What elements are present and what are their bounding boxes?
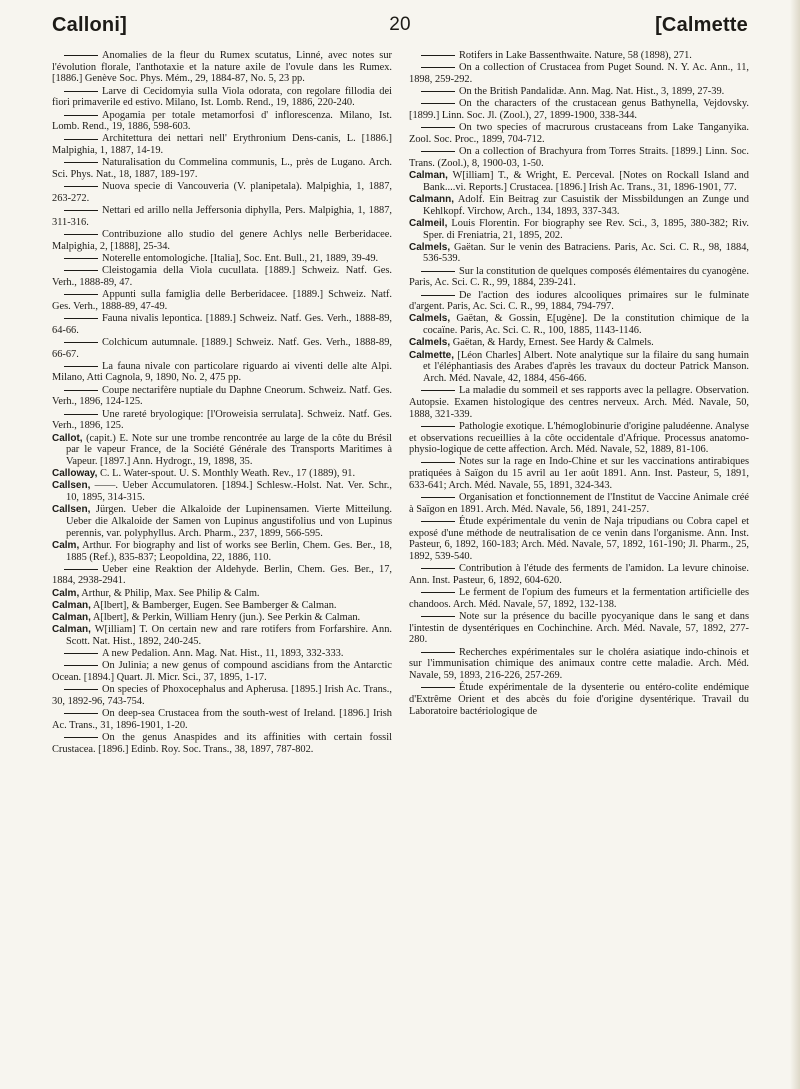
ditto-dash (421, 127, 455, 128)
entry-text: Sur la constitution de quelques composés élémentaires du cyanogène. Paris, Ac. Sci. C. R., 99, 1884, 239-241. (409, 265, 749, 289)
bibliography-entry (52, 289, 392, 312)
bibliography-entry (52, 504, 392, 539)
ditto-dash (64, 115, 98, 116)
author-name: Calmels, (409, 337, 451, 349)
entry-text: Anomalies de la fleur du Rumex scutatus, Linné, avec notes sur l'évolution florale, l'anthotaxie et la nature axile de l'ovule dans les Rumex. [1886.] Genève Soc. Phys. Mém., 29, 1884-87, No. 5, 23 pp. (52, 50, 392, 85)
ditto-dash (421, 390, 455, 391)
ditto-dash (64, 689, 98, 690)
entry-text: Cleistogamia della Viola cucullata. [1889.] Schweiz. Natf. Ges. Verh., 1888-89, 47. (52, 265, 392, 288)
ditto-dash (64, 713, 98, 714)
bibliography-entry (52, 612, 392, 624)
bibliography-entry (409, 122, 749, 145)
author-name: Calmann, (409, 193, 455, 205)
running-head-right: [Calmette (655, 14, 748, 36)
bibliography-entry (409, 62, 749, 85)
ditto-dash (64, 91, 98, 92)
bibliography-entry (52, 86, 392, 109)
ditto-dash (64, 210, 98, 211)
entry-text: Contribuzione allo studio del genere Achlys nelle Berberidaceе. Malpighia, 2, [1888], 25-34. (52, 229, 392, 252)
bibliography-entry (52, 337, 392, 360)
entry-text: La fauna nivale con particolare riguardo ai viventi delle alte Alpi. Milano, Atti Cagnola, 9, 1890, No. 2, 475 pp. (52, 360, 392, 384)
bibliography-entry (409, 146, 749, 169)
author-name: Calman, (52, 599, 91, 611)
entry-text: A[lbert], & Bamberger, Eugen. See Bamberger & Calman. (90, 599, 337, 611)
bibliography-entry (52, 313, 392, 336)
entry-text: Larve di Cecidomyia sulla Viola odorata, con regolare fillodia dei fiori primaverile ed estivo. Milano, Ist. Lomb. Rend., 19, 1886, 220-240. (52, 85, 392, 109)
entry-text: Étude expérimentale du venin de Naja tripudians ou Cobra capel et exposé d'une méthode de neutralisation de ce venin dans l'organisme. Ann. Inst. Pasteur, 6, 1892, 160-183; Arch. Méd. Navale, 57, 1892, 161-190; Jl. Pharm., 25, 1892, 539-540. (409, 515, 749, 563)
ditto-dash (421, 91, 455, 92)
ditto-dash (64, 234, 98, 235)
entry-text: W[illiam] T., & Wright, E. Perceval. [Notes on Rockall Island and Bank....vi. Reports.] Crustacea. [1896.] Irish Ac. Trans., 31, 1896-1901, 77. (423, 170, 749, 193)
author-name: Calmels, (409, 241, 451, 253)
entry-text: Noterelle entomologiche. [Italia], Soc. Ent. Bull., 21, 1889, 39-49. (102, 252, 379, 264)
bibliography-entry (409, 194, 749, 217)
entry-text: [Léon Charles] Albert. Note analytique sur la filaire du sang humain et l'éléphantiasis des Arabes d'après les travaux du docteur Patrick Manson. Arch. Méd. Navale, 42, 1884, 456-466. (423, 349, 749, 384)
entry-text: Organisation et fonctionnement de l'Institut de Vaccine Animale créé à Saïgon en 1891. Arch. Méd. Navale, 56, 1891, 241-257. (409, 492, 749, 515)
entry-text: C. L. Water-spout. U. S. Monthly Weath. Rev., 17 (1889), 91. (97, 468, 356, 480)
ditto-dash (421, 568, 455, 569)
ditto-dash (64, 258, 98, 259)
entry-text: La maladie du sommeil et ses rapports avec la pellagre. Observation. Autopsie. Examen histologique des centres nerveux. Arch. Méd. Navale, 50, 1888, 321-339. (409, 385, 749, 420)
bibliography-entry (52, 265, 392, 288)
entry-text: Arthur, & Philip, Max. See Philip & Calm. (79, 587, 260, 599)
bibliography-entry (52, 133, 392, 156)
bibliography-entry (409, 516, 749, 563)
entry-text: Louis Florentin. For biography see Rev. Sci., 3, 1895, 380-382; Riv. Sper. di Freniatria, 21, 1895, 202. (423, 217, 749, 241)
ditto-dash (421, 271, 455, 272)
bibliography-entry (52, 624, 392, 647)
entry-text: Notes sur la rage en Indo-Chine et sur les vaccinations antirabiques pratiquées à Saïgon du 15 avril au 1er août 1891. Ann. Inst. Pasteur, 5, 1891, 633-641; Arch. Méd. Navale, 55, 1891, 324-343. (409, 456, 749, 491)
entry-text: Colchicum autumnale. [1889.] Schweiz. Natf. Ges. Verh., 1888-89, 66-67. (52, 336, 392, 360)
entry-text: On Julinia; a new genus of compound ascidians from the Antarctic Ocean. [1894.] Quart. Jl. Micr. Sci., 37, 1895, 1-17. (52, 660, 392, 684)
ditto-dash (421, 687, 455, 688)
bibliography-entry (52, 110, 392, 133)
bibliography-entry (409, 563, 749, 586)
ditto-dash (421, 295, 455, 296)
entry-text: On deep-sea Crustacea from the south-west of Ireland. [1896.] Irish Ac. Trans., 31, 1896-1901, 1-20. (52, 708, 392, 731)
bibliography-entry (52, 660, 392, 683)
entry-text: On the genus Anaspides and its affinities with certain fossil Crustacea. [1896.] Edinb. Roy. Soc. Trans., 38, 1897, 787-802. (52, 732, 392, 755)
entry-text: Naturalisation du Commelina communis, L., près de Lugano. Arch. Sci. Phys. Nat., 18, 1887, 189-197. (52, 157, 392, 181)
entry-text: On the characters of the crustacean genus Bathynella, Vejdovsky. [1899.] Linn. Soc. Jl. (Zool.), 27, 1899-1900, 338-344. (409, 98, 749, 122)
ditto-dash (421, 497, 455, 498)
ditto-dash (64, 270, 98, 271)
bibliography-entry (409, 50, 749, 62)
bibliography-entry (52, 229, 392, 252)
entry-text: On two species of macrurous crustaceans from Lake Tanganyika. Zool. Soc. Proc., 1899, 704-712. (409, 122, 749, 145)
author-name: Calman, (409, 170, 448, 182)
bibliography-entry (409, 456, 749, 491)
author-name: Calloway, (52, 468, 98, 480)
author-name: Calman, (52, 612, 91, 624)
author-name: Calm, (52, 539, 80, 551)
author-name: Calm, (52, 587, 80, 599)
ditto-dash (64, 342, 98, 343)
bibliography-entry (409, 350, 749, 385)
bibliography-entry (52, 480, 392, 503)
entry-text: Coupe nectarifère nuptiale du Daphne Cneorum. Schweiz. Natf. Ges. Verh., 1896, 124-125. (52, 384, 392, 408)
entry-text: Pathologie exotique. L'hémoglobinurie d'origine paludéenne. Analyse et observations recueillies à la côte occidentale d'Afrique. Processus anatomo-physio-logique de cette affection. Arch. Méd. Navale, 52, 1889, 81-106. (409, 420, 749, 456)
ditto-dash (64, 294, 98, 295)
author-name: Calmels, (409, 313, 451, 325)
author-name: Calman, (52, 624, 91, 636)
page-header (52, 14, 748, 40)
ditto-dash (64, 569, 98, 570)
ditto-dash (421, 462, 455, 463)
bibliography-entry (409, 290, 749, 313)
author-name: Callot, (52, 432, 83, 444)
bibliography-entry (409, 218, 749, 241)
entry-text: De l'action des iodures alcooliques primaires sur le fulminate d'argent. Paris, Ac. Sci. C. R., 99, 1884, 794-797. (409, 289, 749, 313)
author-name: Calmeil, (409, 217, 448, 229)
ditto-dash (421, 592, 455, 593)
bibliography-entry (52, 468, 392, 480)
bibliography-entry (409, 313, 749, 336)
bibliography-entry (409, 266, 749, 289)
bibliography-entry (52, 50, 392, 85)
ditto-dash (421, 103, 455, 104)
bibliography-entry (52, 205, 392, 228)
ditto-dash (64, 55, 98, 56)
bibliography-entry (52, 588, 392, 600)
entry-text: ——. Ueber Accumulatoren. [1894.] Schlesw.-Holst. Nat. Ver. Schr., 10, 1895, 314-315. (66, 480, 392, 504)
entry-text: Gaëtan. Sur le venin des Batraciens. Paris, Ac. Sci. C. R., 98, 1884, 536-539. (423, 241, 749, 265)
entry-text: On a collection of Crustacea from Puget Sound. N. Y. Ac. Ann., 11, 1898, 259-292. (409, 62, 749, 85)
bibliography-entry (52, 433, 392, 468)
ditto-dash (64, 139, 98, 140)
entry-text: On the British Pandalidæ. Ann. Mag. Nat. Hist., 3, 1899, 27-39. (459, 86, 725, 98)
bibliography-entry (409, 86, 749, 98)
author-name: Callsen, (52, 480, 91, 492)
entry-text: Adolf. Ein Beitrag zur Casuistik der Missbildungen an Zunge und Kehlkopf. Virchow, Arch., 134, 1893, 337-343. (423, 193, 749, 217)
bibliography-entry (52, 540, 392, 563)
running-head-left: Calloni] (52, 14, 127, 36)
ditto-dash (64, 318, 98, 319)
entry-text: Étude expérimentale de la dysenterie ou entéro-colite endémique d'Extrême Orient et des abcès du foie d'origine dysentérique. Travail du Laboratoire bactériologique de (409, 682, 749, 717)
entry-text: Appunti sulla famiglia delle Berberidacee. [1889.] Schweiz. Natf. Ges. Verh., 1888-89, 47-49. (52, 289, 392, 312)
entry-text: (capit.) E. Note sur une trombe rencontrée au large de la côte du Brésil par le vapeur France, de la Société Générale des Transports Maritimes à Vapeur. [1897.] Ann. Hydrogr., 19, 1898, 35. (66, 432, 392, 467)
entry-text: A[lbert], & Perkin, William Henry (jun.). See Perkin & Calman. (90, 612, 361, 624)
ditto-dash (421, 616, 455, 617)
bibliography-entry (52, 181, 392, 204)
ditto-dash (64, 665, 98, 666)
ditto-dash (421, 426, 455, 427)
entry-text: Nuova specie di Vancouveria (V. planipetala). Malpighia, 1, 1887, 263-272. (52, 181, 392, 204)
ditto-dash (64, 737, 98, 738)
bibliography-entry (52, 564, 392, 587)
entry-text: Gaëtan, & Hardy, Ernest. See Hardy & Calmels. (450, 337, 654, 349)
entry-text: Note sur la présence du bacille pyocyanique dans le sang et dans l'intestin de dysentériques en Cochinchine. Arch. Méd. Navale, 57, 1892, 277-280. (409, 611, 749, 646)
right-column (409, 50, 749, 718)
entry-text: Recherches expérimentales sur le choléra asiatique indo-chinois et sur l'immunisation chimique des animaux contre cette maladie. Arch. Méd. Navale, 59, 1893, 216-226, 257-269. (409, 646, 749, 682)
entry-text: On species of Phoxocephalus and Apherusa. [1895.] Irish Ac. Trans., 30, 1892-96, 743-754. (52, 684, 392, 707)
bibliography-entry (409, 647, 749, 682)
bibliography-entry (409, 492, 749, 515)
entry-text: Fauna nivalis lepontica. [1889.] Schweiz. Natf. Ges. Verh., 1888-89, 64-66. (52, 312, 392, 336)
ditto-dash (421, 151, 455, 152)
page-number: 20 (389, 14, 411, 35)
bibliography-entry (409, 170, 749, 193)
bibliography-entry (52, 684, 392, 707)
entry-text: Rotifers in Lake Bassenthwaite. Nature, 58 (1898), 271. (459, 50, 692, 61)
bibliography-entry (52, 708, 392, 731)
author-name: Callsen, (52, 504, 91, 516)
ditto-dash (64, 366, 98, 367)
ditto-dash (421, 521, 455, 522)
bibliography-entry (52, 253, 392, 265)
bibliography-entry (409, 421, 749, 456)
entry-text: Ueber eine Reaktion der Aldehyde. Berlin, Chem. Ges. Ber., 17, 1884, 2938-2941. (52, 563, 392, 587)
bibliography-entry (52, 361, 392, 384)
bibliography-entry (52, 600, 392, 612)
bibliography-entry (52, 732, 392, 755)
entry-text: Gaëtan, & Gossin, E[ugène]. De la constitution chimique de la cocaïne. Paris, Ac. Sci. C. R., 100, 1885, 1143-1146. (423, 313, 749, 337)
ditto-dash (64, 414, 98, 415)
bibliography-entry (52, 157, 392, 180)
bibliography-entry (409, 611, 749, 646)
bibliography-entry (409, 385, 749, 420)
entry-text: Le ferment de l'opium des fumeurs et la fermentation artificielle des chandoos. Arch. Méd. Navale, 57, 1892, 132-138. (409, 587, 749, 610)
bibliography-entry (409, 682, 749, 717)
ditto-dash (64, 653, 98, 654)
bibliography-entry (409, 98, 749, 121)
bibliography-entry (52, 648, 392, 660)
left-column (52, 50, 392, 756)
bibliography-entry (52, 385, 392, 408)
ditto-dash (421, 652, 455, 653)
bibliography-entry (409, 587, 749, 610)
entry-text: Arthur. For biography and list of works see Berlin, Chem. Ges. Ber., 18, 1885 (Ref.), 835-837; Leopoldina, 22, 1886, 110. (66, 539, 392, 563)
entry-text: Une rareté bryologique: [l'Oroweisia serrulata]. Schweiz. Natf. Ges. Verh., 1896, 125. (52, 408, 392, 432)
entry-text: Architettura dei nettari nell' Erythronium Dens-canis, L. [1886.] Malpighia, 1, 1887, 14-19. (52, 133, 392, 157)
ditto-dash (421, 67, 455, 68)
ditto-dash (64, 162, 98, 163)
ditto-dash (64, 390, 98, 391)
entry-text: A new Pedalion. Ann. Mag. Nat. Hist., 11, 1893, 332-333. (102, 648, 344, 660)
ditto-dash (64, 186, 98, 187)
author-name: Calmette, (409, 349, 455, 361)
entry-text: Nettari ed arillo nella Jeffersonia diphylla, Pers. Malpighia, 1, 1887, 311-316. (52, 205, 392, 228)
page-edge-shadow (790, 0, 800, 1089)
ditto-dash (421, 55, 455, 56)
bibliography-entry (409, 242, 749, 265)
entry-text: Contribution à l'étude des ferments de l'amidon. La levure chinoise. Ann. Inst. Pasteur, 6, 1892, 604-620. (409, 563, 749, 586)
bibliography-entry (52, 409, 392, 432)
bibliography-entry (409, 337, 749, 349)
entry-text: On a collection of Brachyura from Torres Straits. [1899.] Linn. Soc. Trans. (Zool.), 8, 1900-03, 1-50. (409, 146, 749, 169)
entry-text: W[illiam] T. On certain new and rare rotifers from Forfarshire. Ann. Scott. Nat. Hist., 1892, 240-245. (66, 624, 392, 647)
entry-text: Apogamia per totale metamorfosi d' inflorescenza. Milano, Ist. Lomb. Rend., 19, 1886, 598-603. (52, 109, 392, 133)
entry-text: Jürgen. Ueber die Alkaloide der Lupinensamen. Vierte Mitteilung. Ueber die Alkaloide der Samen von Lupinus angustifolius und von Lupinus perennis, var. polyphyllus. Arch. Pharm., 237, 1899, 566-595. (66, 504, 392, 539)
